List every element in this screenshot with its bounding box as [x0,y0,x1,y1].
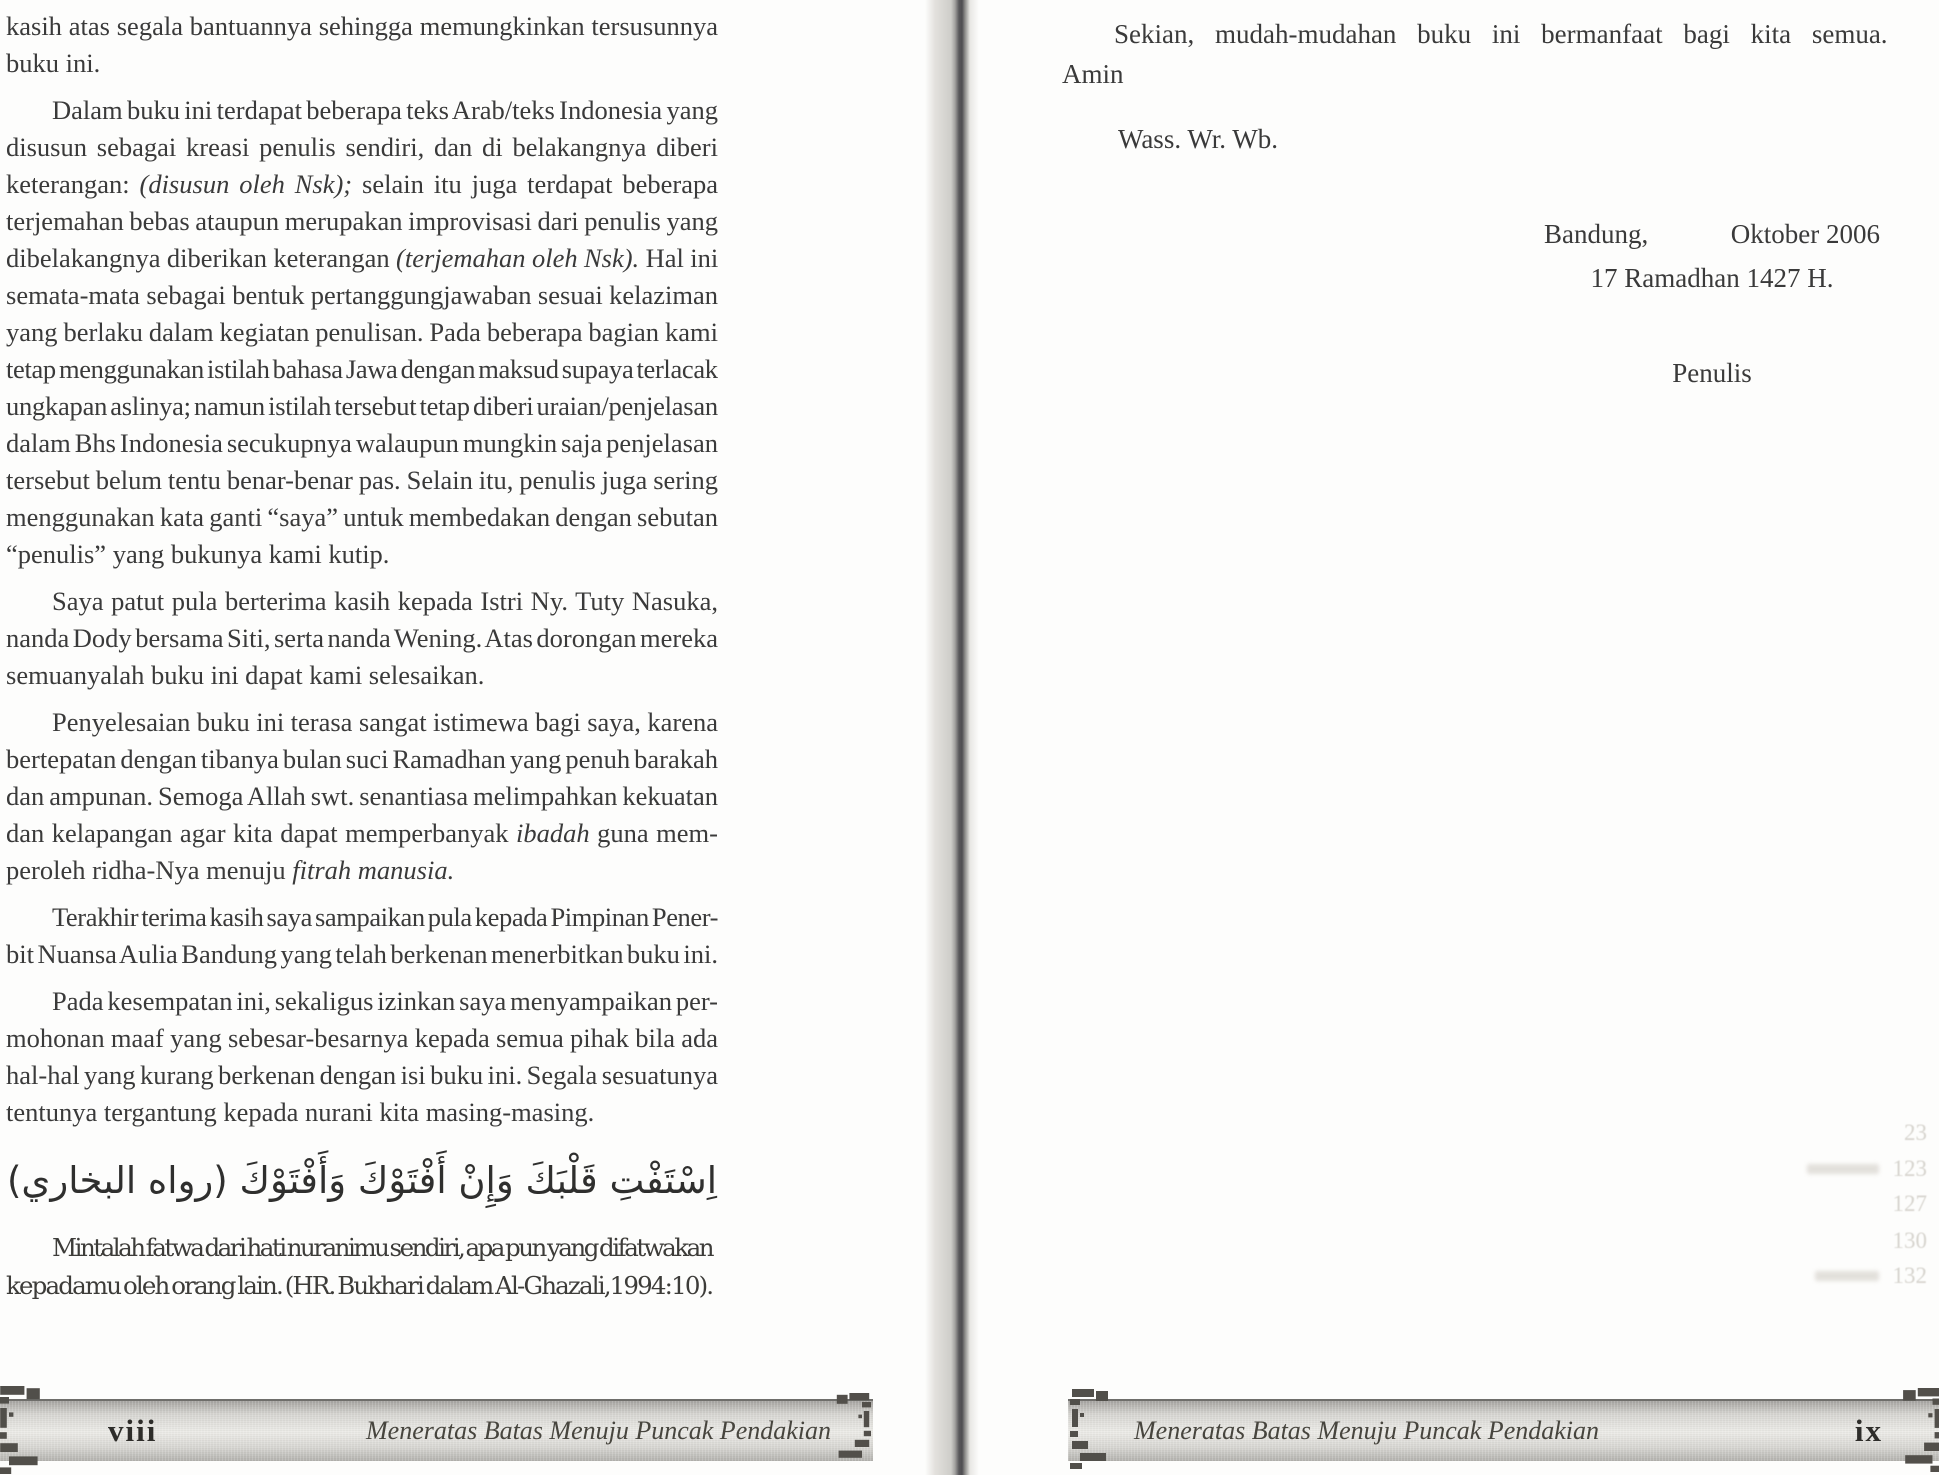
text-line [1062,14,1928,54]
text-line: Pada kesempatan ini, sekaligus izinkan saya menyampaikan per- [52,986,718,1016]
paragraph [6,704,718,889]
place-text: Bandung, [1544,219,1649,249]
footer-ornament-icon [1901,1387,1939,1473]
bleed-through-number: 123 [1892,1156,1927,1181]
paragraph [6,583,718,694]
text-line: tentunya tergantung kepada nurani kita masing-masing. [6,1097,595,1127]
text-line: dan ampunan. Semoga Allah swt. senantiasa melimpahkan kekuatan [6,781,718,811]
running-title: Meneratas Batas Menuju Puncak Pendakian [1134,1416,1599,1445]
footer-ornament-icon [835,1391,871,1467]
date-hijri-text: 17 Ramadhan 1427 H. [1590,263,1834,293]
hadith-translation [0,1229,712,1305]
text-line: ungkapan aslinya; namun istilah tersebut tetap diberi uraian/penjelasan [6,391,718,421]
text-line: bit Nuansa Aulia Bandung yang telah berkenan menerbitkan buku ini. [6,939,718,969]
bleed-through-row [1815,1263,1928,1289]
closing-sentence: Sekian, mudah-mudahan buku ini bermanfaat bagi kita semua. [1114,19,1888,49]
text-line: dalam Bhs Indonesia secukupnya walaupun mungkin saja penjelasan [6,428,719,458]
text-line: semuanyalah buku ini dapat kami selesaikan. [6,660,485,690]
bleed-through-row [1807,1156,1928,1182]
bleed-through-number: 132 [1892,1263,1927,1288]
page-number-right: ix [1854,1413,1883,1448]
bleed-through-number: 23 [1904,1120,1927,1145]
text-line: “penulis” yang bukunya kami kutip. [6,539,390,569]
text-line: Mintalah fatwa dari hati nuranimu sendiri, apa pun yang difatwakan [52,1233,713,1262]
page-right [1000,0,1939,1475]
page-left [0,0,935,1475]
text-line: hal-hal yang kurang berkenan dengan isi buku ini. Segala sesuatunya [6,1060,719,1090]
salutation-text: Wass. Wr. Wb. [1118,124,1278,154]
text-line: buku ini. [6,48,101,78]
signature-block [1544,214,1880,393]
text-line: kasih atas segala bantuannya sehingga memungkinkan tersusunnya [6,11,718,41]
text-line [1062,54,1928,94]
bleed-through-row [1893,1228,1928,1254]
text-line: peroleh ridha-Nya menuju fitrah manusia. [6,855,455,885]
page-number-left: viii [108,1413,158,1448]
arabic-hadith-line: اِسْتَفْتِ قَلْبَكَ وَإِنْ أَفْتَوْكَ وَأَفْتَوْكَ (رواه البخاري) [7,1159,717,1202]
bleed-through-number: 127 [1892,1191,1927,1216]
text-line: tersebut belum tentu benar-benar pas. Selain itu, penulis juga sering [6,465,718,495]
text-line: nanda Dody bersama Siti, serta nanda Wening. Atas dorongan mereka [6,623,719,653]
bleed-through-row [1904,1120,1927,1146]
book-spine-gutter [925,0,1005,1475]
paragraph [6,983,718,1131]
running-title: Meneratas Batas Menuju Puncak Pendakian [366,1416,831,1445]
amin-text: Amin [1062,59,1124,89]
text-line: Saya patut pula berterima kasih kepada Istri Ny. Tuty Nasuka, [52,586,718,616]
text-line: dibelakangnya diberikan keterangan (terjemahan oleh Nsk). Hal ini [6,243,719,273]
footer-bar-left [0,1399,873,1461]
text-line: bertepatan dengan tibanya bulan suci Ramadhan yang penuh barakah [6,744,719,774]
text-line: semata-mata sebagai bentuk pertanggungjawaban sesuai kelaziman [6,280,719,310]
text-line: Terakhir terima kasih saya sampaikan pula kepada Pimpinan Pener- [52,902,719,932]
text-line: disusun sebagai kreasi penulis sendiri, dan di belakangnya diberi [6,132,718,162]
text-line: menggunakan kata ganti “saya” untuk membedakan dengan sebutan [6,502,718,532]
place-date-line [1544,214,1880,254]
date-masehi-text: Oktober 2006 [1730,219,1880,249]
footer-bar-right [1068,1399,1939,1461]
text-line: keterangan: (disusun oleh Nsk); selain itu juga terdapat beberapa [6,169,718,199]
paragraph [6,92,718,573]
bleed-through-number: 130 [1892,1228,1927,1253]
text-line: terjemahan bebas ataupun merupakan improvisasi dari penulis yang [6,206,718,236]
paragraph [6,899,718,973]
paragraph [6,8,718,82]
text-line: kepadamu oleh orang lain. (HR. Bukhari dalam Al-Ghazali,1994:10). [6,1271,713,1300]
footer-ornament-icon [1070,1387,1110,1471]
text-line: mohonan maaf yang sebesar-besarnya kepada semua pihak bila ada [6,1023,719,1053]
text-line: Penyelesaian buku ini terasa sangat istimewa bagi saya, karena [52,707,718,737]
text-line: dan kelapangan agar kita dapat memperbanyak ibadah guna mem- [6,818,718,848]
text-line: yang berlaku dalam kegiatan penulisan. Pada beberapa bagian kami [6,317,718,347]
text-line: Dalam buku ini terdapat beberapa teks Arab/teks Indonesia yang [52,95,719,125]
text-line: tetap menggunakan istilah bahasa Jawa dengan maksud supaya terlacak [6,354,718,384]
bleed-through-row [1893,1191,1928,1217]
left-page-text [0,0,718,1131]
closing-paragraph [1062,14,1928,94]
footer-ornament-icon [0,1385,42,1475]
author-signature-text: Penulis [1672,358,1752,388]
